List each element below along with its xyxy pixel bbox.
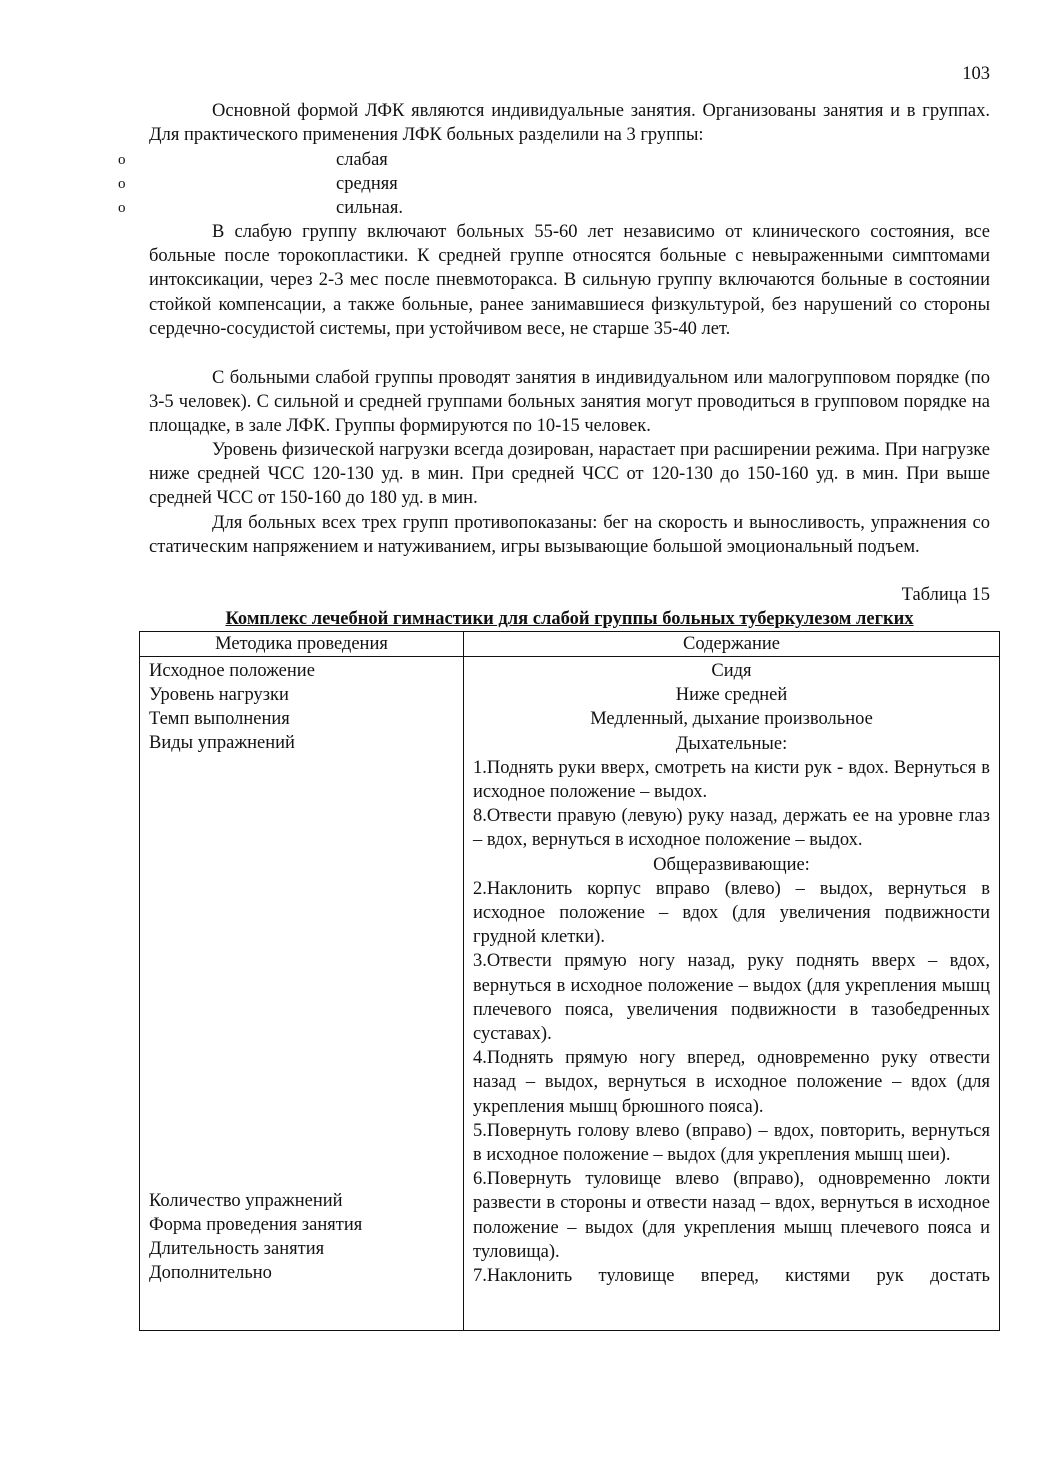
paragraph-contraindications: Для больных всех трех групп противопоказаны: бег на скорость и выносливость, упражнения со статическим напряжением и натуживанием, игры вызывающие большой эмоциональный подъем. (149, 513, 990, 558)
exercise-item: 3.Отвести прямую ногу назад, руку поднять вверх – вдох, вернуться в исходное положение – выдох (для укрепления мышц плечевого пояса, увеличения подвижности в тазобедренных суставах). (473, 951, 990, 1045)
paragraph-intro: Основной формой ЛФК являются индивидуальные занятия. Организованы занятия и в группах. Для практического применения ЛФК больных разделили на 3 группы: (149, 101, 990, 146)
list-item (118, 196, 618, 220)
bullet-circle-icon: o (118, 200, 126, 216)
bullet-circle-icon: o (118, 176, 126, 192)
exercise-item: 8.Отвести правую (левую) руку назад, держать ее на уровне глаз – вдох, вернуться в исходное положение – выдох. (473, 806, 990, 851)
table-title: Комплекс лечебной гимнастики для слабой группы больных туберкулезом легких (225, 609, 914, 629)
content-tempo: Медленный, дыхание произвольное (590, 709, 873, 730)
exercise-item: 5.Повернуть голову влево (вправо) – вдох, повторить, вернуться в исходное положение – выдох (для укрепления мышц шеи). (473, 1120, 990, 1166)
method-item: Виды упражнений (149, 733, 295, 753)
table-label: Таблица 15 (901, 585, 990, 605)
page-number: 103 (962, 64, 990, 84)
content-load: Ниже средней (675, 685, 788, 706)
paragraph-groups: В слабую группу включают больных 55-60 лет независимо от клинического состояния, все больные после торокопластики. К средней группе относятся больные с невыраженными симптомами интоксикации, через 2-3 мес после пневмоторакса. В сильную группу включаются больные в состоянии стойкой компенсации, а также больные, ранее занимавшиеся физкультурой, без нарушений со стороны сердечно-сосудистой системы, при устойчивом весе, не старше 35-40 лет. (149, 222, 990, 339)
exercise-item: 4.Поднять прямую ногу вперед, одновременно руку отвести назад – выдох, вернуться в исходное положение – вдох (для укрепления мышц брюшного пояса). (473, 1048, 990, 1117)
list-item (118, 172, 618, 196)
content-breathing-heading: Дыхательные: (675, 733, 788, 754)
bullet-circle-icon: o (118, 152, 126, 168)
content-column (464, 657, 1000, 1331)
method-item: Уровень нагрузки (149, 685, 289, 705)
method-item: Темп выполнения (149, 709, 290, 729)
list-item (118, 148, 618, 172)
list-item-text: слабая (336, 150, 388, 170)
method-item: Количество упражнений (149, 1191, 343, 1211)
exercise-item: 7.Наклонить туловище вперед, кистями рук достать (473, 1266, 990, 1287)
paragraph-weak-group: С больными слабой группы проводят занятия в индивидуальном или малогрупповом порядке (по 3-5 человек). С сильной и средней группами больных занятия могут проводиться в групповом порядке на площадке, в зале ЛФК. Группы формируются по 10-15 человек. (149, 368, 990, 437)
content-position: Сидя (711, 661, 752, 681)
content-general-heading: Общеразвивающие: (653, 854, 810, 875)
table-header-method: Методика проведения (140, 632, 464, 657)
method-item: Длительность занятия (149, 1239, 325, 1259)
exercise-item: 6.Повернуть туловище влево (вправо), одновременно локти развести в стороны и отвести назад – вдох, вернуться в исходное положение – выдох (для укрепления мышц плечевого пояса и туловища). (473, 1169, 990, 1262)
exercise-item: 2.Наклонить корпус вправо (влево) – выдох, вернуться в исходное положение – вдох (для увеличения подвижности грудной клетки). (473, 878, 990, 948)
method-column (140, 657, 464, 1331)
exercise-item: 1.Поднять руки вверх, смотреть на кисти рук - вдох. Вернуться в исходное положение – выдох. (473, 757, 990, 803)
list-item-text: сильная. (336, 198, 404, 218)
table-header-content: Содержание (464, 632, 1000, 657)
paragraph-load: Уровень физической нагрузки всегда дозирован, нарастает при расширении режима. При нагрузке ниже средней ЧСС 120-130 уд. в мин. При средней ЧСС от 120-130 до 150-160 уд. в мин. При выше средней ЧСС от 150-160 до 180 уд. в мин. (149, 440, 990, 509)
method-item: Форма проведения занятия (149, 1215, 363, 1235)
list-item-text: средняя (336, 174, 398, 194)
method-item: Исходное положение (149, 661, 315, 681)
exercise-table (139, 631, 1000, 1331)
method-item: Дополнительно (149, 1263, 272, 1283)
